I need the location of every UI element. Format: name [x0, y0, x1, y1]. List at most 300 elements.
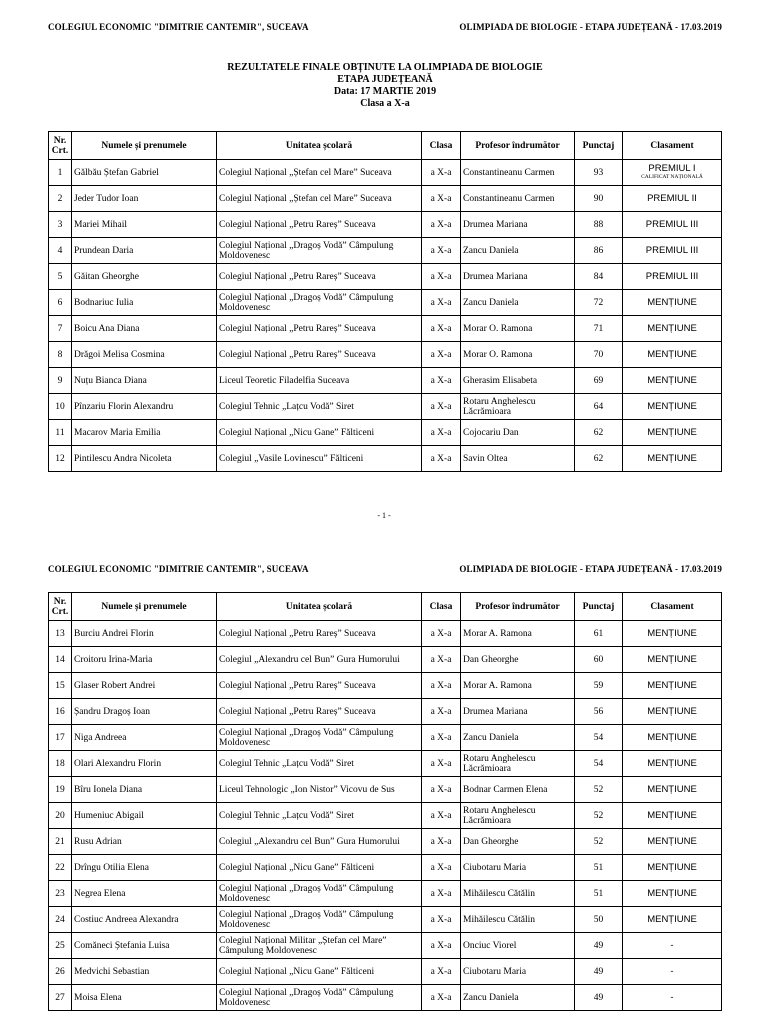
cell-name	[72, 777, 217, 803]
cell-name-text: Bîru Ionela Diana	[74, 784, 143, 795]
table-row	[49, 621, 722, 647]
cell-nr	[49, 264, 72, 290]
cell-school-text: Colegiul Național „Dragoș Vodă” Câmpulung Moldovenesc	[219, 240, 394, 261]
cell-class	[422, 368, 461, 394]
cell-name-text: Mariei Mihail	[74, 219, 128, 230]
cell-name	[72, 985, 217, 1011]
cell-name-text: Rusu Adrian	[74, 836, 122, 847]
cell-score-text: 51	[593, 888, 604, 899]
cell-name	[72, 881, 217, 907]
cell-name-text: Gălbău Ștefan Gabriel	[74, 167, 159, 178]
table-row	[49, 342, 722, 368]
cell-score	[575, 316, 623, 342]
col-header-nr: Nr. Crt.	[49, 593, 72, 621]
cell-nr-text: 22	[55, 862, 65, 873]
cell-nr	[49, 316, 72, 342]
cell-nr-text: 4	[57, 245, 63, 256]
cell-nr	[49, 725, 72, 751]
cell-name-text: Croitoru Irina-Maria	[74, 654, 153, 665]
cell-score-text: 86	[593, 245, 604, 256]
cell-class-text: a X-a	[430, 732, 452, 743]
cell-teacher-text: Drumea Mariana	[463, 706, 528, 717]
cell-rank-text: MENȚIUNE	[647, 452, 697, 464]
cell-nr	[49, 394, 72, 420]
cell-rank	[623, 186, 722, 212]
table-row	[49, 855, 722, 881]
cell-teacher-text: Morar A. Ramona	[463, 680, 532, 691]
cell-score	[575, 446, 623, 472]
cell-teacher	[461, 829, 575, 855]
cell-nr-text: 25	[55, 940, 65, 951]
cell-rank	[623, 420, 722, 446]
cell-class	[422, 647, 461, 673]
cell-school	[217, 394, 422, 420]
cell-rank	[623, 959, 722, 985]
cell-rank-text: MENȚIUNE	[647, 705, 697, 717]
cell-name	[72, 160, 217, 186]
cell-school-text: Colegiul Național „Petru Rareș” Suceava	[219, 219, 376, 230]
cell-school-text: Colegiul Național „Petru Rareș” Suceava	[219, 680, 376, 691]
cell-name-text: Macarov Maria Emilia	[74, 427, 161, 438]
cell-nr-text: 7	[57, 323, 63, 334]
cell-class-text: a X-a	[430, 427, 452, 438]
table-row	[49, 725, 722, 751]
cell-school-text: Colegiul Național „Nicu Gane” Fălticeni	[219, 427, 375, 438]
table-row	[49, 699, 722, 725]
cell-teacher-text: Zancu Daniela	[463, 992, 519, 1003]
cell-score	[575, 777, 623, 803]
cell-teacher	[461, 777, 575, 803]
cell-class	[422, 160, 461, 186]
col-header-name: Numele și prenumele	[72, 593, 217, 621]
table-row	[49, 907, 722, 933]
cell-class	[422, 907, 461, 933]
cell-teacher	[461, 803, 575, 829]
cell-class	[422, 933, 461, 959]
title-class: Clasa a X-a	[360, 98, 410, 109]
cell-nr	[49, 342, 72, 368]
cell-nr-text: 21	[55, 836, 65, 847]
cell-school-text: Colegiul Național Militar „Ștefan cel Mare” Câmpulung Moldovenesc	[219, 935, 387, 956]
cell-name-text: Glaser Robert Andrei	[74, 680, 156, 691]
cell-teacher	[461, 699, 575, 725]
col-header-score: Punctaj	[575, 132, 623, 160]
cell-name-text: Prundean Daria	[74, 245, 134, 256]
cell-name-text: Drîngu Otilia Elena	[74, 862, 149, 873]
cell-nr	[49, 290, 72, 316]
table-row	[49, 186, 722, 212]
cell-nr	[49, 829, 72, 855]
table-row	[49, 446, 722, 472]
cell-school-text: Liceul Tehnologic „Ion Nistor” Vicovu de Sus	[219, 784, 395, 795]
cell-score-text: 49	[593, 966, 604, 977]
cell-nr-text: 26	[55, 966, 65, 977]
cell-school-text: Colegiul „Vasile Lovinescu” Fălticeni	[219, 453, 364, 464]
cell-class	[422, 751, 461, 777]
cell-rank	[623, 699, 722, 725]
cell-name	[72, 290, 217, 316]
cell-school-text: Colegiul „Alexandru cel Bun” Gura Humorului	[219, 836, 400, 847]
cell-school-text: Colegiul Național „Dragoș Vodă” Câmpulung Moldovenesc	[219, 909, 394, 930]
table-row	[49, 959, 722, 985]
cell-teacher	[461, 647, 575, 673]
cell-score-text: 84	[593, 271, 604, 282]
cell-name	[72, 907, 217, 933]
cell-teacher	[461, 290, 575, 316]
cell-score	[575, 621, 623, 647]
cell-name-text: Costiuc Andreea Alexandra	[74, 914, 179, 925]
cell-name	[72, 751, 217, 777]
cell-class-text: a X-a	[430, 219, 452, 230]
cell-score	[575, 238, 623, 264]
cell-school	[217, 933, 422, 959]
col-header-score: Punctaj	[575, 593, 623, 621]
cell-rank	[623, 725, 722, 751]
cell-class-text: a X-a	[430, 862, 452, 873]
cell-school	[217, 699, 422, 725]
cell-rank-text: MENȚIUNE	[647, 861, 697, 873]
cell-rank-text: PREMIUL III	[645, 218, 699, 230]
cell-nr-text: 14	[55, 654, 65, 665]
cell-school	[217, 290, 422, 316]
cell-school-text: Colegiul Național „Petru Rareș” Suceava	[219, 271, 376, 282]
cell-school	[217, 777, 422, 803]
header-school: COLEGIUL ECONOMIC "DIMITRIE CANTEMIR", SUCEAVA	[48, 564, 309, 574]
cell-score	[575, 394, 623, 420]
cell-rank	[623, 907, 722, 933]
table-row	[49, 777, 722, 803]
cell-nr	[49, 699, 72, 725]
table-row	[49, 673, 722, 699]
table-row	[49, 264, 722, 290]
cell-rank	[623, 160, 722, 186]
cell-rank-text: PREMIUL III	[645, 270, 699, 282]
cell-teacher-text: Zancu Daniela	[463, 245, 519, 256]
cell-class-text: a X-a	[430, 654, 452, 665]
cell-school	[217, 673, 422, 699]
table-row	[49, 290, 722, 316]
cell-rank-text: PREMIUL II	[647, 192, 697, 204]
cell-teacher-text: Drumea Mariana	[463, 271, 528, 282]
cell-teacher	[461, 933, 575, 959]
cell-nr	[49, 212, 72, 238]
cell-school	[217, 368, 422, 394]
cell-score-text: 62	[593, 427, 604, 438]
cell-teacher	[461, 394, 575, 420]
cell-class	[422, 264, 461, 290]
cell-score	[575, 342, 623, 368]
cell-school-text: Colegiul Tehnic „Lațcu Vodă” Siret	[219, 758, 354, 769]
cell-nr-text: 5	[57, 271, 63, 282]
cell-nr	[49, 751, 72, 777]
cell-score-text: 64	[593, 401, 604, 412]
cell-teacher-text: Gherasim Elisabeta	[463, 375, 538, 386]
cell-rank-text: PREMIUL III	[645, 244, 699, 256]
cell-score-text: 71	[593, 323, 604, 334]
cell-class	[422, 394, 461, 420]
cell-score-text: 70	[593, 349, 604, 360]
cell-teacher-text: Rotaru Anghelescu Lăcrămioara	[463, 805, 536, 826]
cell-score-text: 49	[593, 992, 604, 1003]
cell-class	[422, 725, 461, 751]
cell-nr	[49, 238, 72, 264]
cell-rank	[623, 803, 722, 829]
cell-name	[72, 621, 217, 647]
cell-teacher	[461, 985, 575, 1011]
cell-score-text: 62	[593, 453, 604, 464]
cell-class-text: a X-a	[430, 706, 452, 717]
cell-rank-text: MENȚIUNE	[647, 913, 697, 925]
cell-name-text: Olari Alexandru Florin	[74, 758, 162, 769]
cell-nr-text: 27	[55, 992, 65, 1003]
cell-teacher	[461, 186, 575, 212]
rank-note: CALIFICAT NAȚIONALĂ	[641, 174, 703, 180]
cell-nr-text: 24	[55, 914, 65, 925]
cell-school-text: Colegiul Național „Petru Rareș” Suceava	[219, 628, 376, 639]
cell-rank	[623, 368, 722, 394]
table-row	[49, 933, 722, 959]
cell-nr	[49, 933, 72, 959]
cell-class-text: a X-a	[430, 758, 452, 769]
table-row	[49, 394, 722, 420]
cell-rank	[623, 777, 722, 803]
cell-class-text: a X-a	[430, 167, 452, 178]
cell-teacher	[461, 316, 575, 342]
cell-teacher-text: Mihăilescu Cătălin	[463, 914, 536, 925]
cell-name	[72, 699, 217, 725]
cell-teacher	[461, 212, 575, 238]
cell-class	[422, 420, 461, 446]
cell-nr-text: 9	[57, 375, 63, 386]
cell-teacher-text: Ciubotaru Maria	[463, 862, 527, 873]
cell-school-text: Colegiul Național „Dragoș Vodă” Câmpulung Moldovenesc	[219, 987, 394, 1008]
table-row	[49, 316, 722, 342]
cell-name-text: Medvichi Sebastian	[74, 966, 150, 977]
col-header-nr: Nr. Crt.	[49, 132, 72, 160]
cell-teacher-text: Mihăilescu Cătălin	[463, 888, 536, 899]
cell-nr-text: 11	[55, 427, 65, 438]
col-header-rank: Clasament	[623, 593, 722, 621]
cell-rank	[623, 316, 722, 342]
cell-teacher-text: Zancu Daniela	[463, 732, 519, 743]
cell-class-text: a X-a	[430, 453, 452, 464]
cell-score-text: 69	[593, 375, 604, 386]
cell-nr	[49, 368, 72, 394]
page-header-2	[48, 564, 722, 574]
cell-nr	[49, 855, 72, 881]
header-event: OLIMPIADA DE BIOLOGIE - ETAPA JUDEȚEANĂ - 17.03.2019	[459, 22, 722, 32]
cell-name	[72, 725, 217, 751]
results-body-page-1	[49, 160, 722, 472]
cell-class-text: a X-a	[430, 810, 452, 821]
cell-school	[217, 186, 422, 212]
cell-rank-text: MENȚIUNE	[647, 627, 697, 639]
cell-class-text: a X-a	[430, 297, 452, 308]
cell-school	[217, 160, 422, 186]
cell-nr	[49, 777, 72, 803]
table-row	[49, 985, 722, 1011]
cell-nr-text: 12	[55, 453, 65, 464]
cell-score	[575, 186, 623, 212]
cell-class-text: a X-a	[430, 940, 452, 951]
cell-score-text: 52	[593, 810, 604, 821]
cell-nr	[49, 907, 72, 933]
cell-class-text: a X-a	[430, 992, 452, 1003]
cell-class-text: a X-a	[430, 193, 452, 204]
cell-score-text: 90	[593, 193, 604, 204]
table-header-row	[49, 132, 722, 160]
cell-nr-text: 16	[55, 706, 65, 717]
cell-teacher-text: Morar A. Ramona	[463, 628, 532, 639]
cell-teacher-text: Rotaru Anghelescu Lăcrămioara	[463, 396, 536, 417]
cell-teacher-text: Zancu Daniela	[463, 297, 519, 308]
cell-rank-text: MENȚIUNE	[647, 400, 697, 412]
cell-teacher-text: Savin Oltea	[463, 453, 508, 464]
cell-class-text: a X-a	[430, 245, 452, 256]
cell-name	[72, 647, 217, 673]
cell-score-text: 60	[593, 654, 604, 665]
cell-nr-text: 1	[57, 167, 63, 178]
table-row	[49, 881, 722, 907]
cell-rank	[623, 342, 722, 368]
cell-teacher-text: Dan Gheorghe	[463, 836, 519, 847]
cell-rank-text: MENȚIUNE	[647, 348, 697, 360]
cell-score-text: 54	[593, 732, 604, 743]
cell-nr	[49, 446, 72, 472]
cell-score	[575, 212, 623, 238]
cell-school	[217, 959, 422, 985]
cell-score-text: 93	[593, 167, 604, 178]
cell-name	[72, 855, 217, 881]
cell-nr-text: 20	[55, 810, 65, 821]
cell-name-text: Boicu Ana Diana	[74, 323, 140, 334]
cell-teacher-text: Onciuc Viorel	[463, 940, 517, 951]
cell-nr-text: 18	[55, 758, 65, 769]
col-header-class: Clasa	[422, 593, 461, 621]
cell-class-text: a X-a	[430, 888, 452, 899]
cell-nr	[49, 959, 72, 985]
cell-school-text: Colegiul Tehnic „Lațcu Vodă” Siret	[219, 401, 354, 412]
cell-score	[575, 803, 623, 829]
col-header-teacher: Profesor îndrumător	[461, 593, 575, 621]
cell-rank	[623, 264, 722, 290]
cell-rank	[623, 855, 722, 881]
table-row	[49, 803, 722, 829]
cell-school	[217, 647, 422, 673]
cell-class	[422, 985, 461, 1011]
cell-school-text: Colegiul Național „Dragoș Vodă” Câmpulung Moldovenesc	[219, 883, 394, 904]
cell-score-text: 51	[593, 862, 604, 873]
cell-score-text: 52	[593, 836, 604, 847]
cell-score-text: 50	[593, 914, 604, 925]
cell-score-text: 61	[593, 628, 604, 639]
cell-rank	[623, 446, 722, 472]
col-header-name: Numele și prenumele	[72, 132, 217, 160]
cell-nr	[49, 160, 72, 186]
table-row	[49, 160, 722, 186]
cell-name	[72, 803, 217, 829]
cell-nr-text: 10	[55, 401, 65, 412]
cell-class	[422, 316, 461, 342]
cell-teacher	[461, 238, 575, 264]
cell-name	[72, 368, 217, 394]
cell-name	[72, 316, 217, 342]
cell-rank	[623, 394, 722, 420]
cell-teacher	[461, 342, 575, 368]
table-row	[49, 751, 722, 777]
cell-rank	[623, 290, 722, 316]
header-event: OLIMPIADA DE BIOLOGIE - ETAPA JUDEȚEANĂ - 17.03.2019	[459, 564, 722, 574]
cell-nr	[49, 647, 72, 673]
cell-teacher	[461, 673, 575, 699]
cell-rank-text: MENȚIUNE	[647, 653, 697, 665]
cell-name	[72, 342, 217, 368]
cell-school	[217, 985, 422, 1011]
col-header-rank: Clasament	[623, 132, 722, 160]
cell-school	[217, 342, 422, 368]
cell-rank	[623, 985, 722, 1011]
cell-school-text: Colegiul „Alexandru cel Bun” Gura Humorului	[219, 654, 400, 665]
cell-teacher	[461, 264, 575, 290]
cell-teacher-text: Constantineanu Carmen	[463, 167, 555, 178]
cell-nr-text: 23	[55, 888, 65, 899]
results-body-page-2	[49, 621, 722, 1011]
cell-rank	[623, 933, 722, 959]
cell-school	[217, 881, 422, 907]
cell-nr-text: 15	[55, 680, 65, 691]
cell-teacher-text: Bodnar Carmen Elena	[463, 784, 548, 795]
cell-teacher	[461, 881, 575, 907]
cell-rank-text: MENȚIUNE	[647, 887, 697, 899]
cell-rank	[623, 212, 722, 238]
cell-name	[72, 212, 217, 238]
cell-nr	[49, 673, 72, 699]
cell-school-text: Colegiul Național „Ștefan cel Mare” Suceava	[219, 193, 392, 204]
table-row	[49, 829, 722, 855]
col-header-school: Unitatea școlară	[217, 132, 422, 160]
cell-nr	[49, 985, 72, 1011]
cell-class-text: a X-a	[430, 323, 452, 334]
cell-name-text: Jeder Tudor Ioan	[74, 193, 139, 204]
table-row	[49, 368, 722, 394]
cell-class	[422, 855, 461, 881]
cell-school	[217, 446, 422, 472]
cell-class-text: a X-a	[430, 375, 452, 386]
cell-name	[72, 420, 217, 446]
cell-school-text: Colegiul Tehnic „Lațcu Vodă” Siret	[219, 810, 354, 821]
cell-nr	[49, 621, 72, 647]
cell-teacher	[461, 446, 575, 472]
cell-class-text: a X-a	[430, 271, 452, 282]
cell-score	[575, 985, 623, 1011]
cell-class	[422, 777, 461, 803]
cell-teacher-text: Rotaru Anghelescu Lăcrămioara	[463, 753, 536, 774]
cell-rank-text: MENȚIUNE	[647, 426, 697, 438]
cell-name-text: Moisa Elena	[74, 992, 122, 1003]
table-row	[49, 647, 722, 673]
cell-rank	[623, 751, 722, 777]
col-header-class: Clasa	[422, 132, 461, 160]
cell-school-text: Colegiul Național „Nicu Gane” Fălticeni	[219, 966, 375, 977]
cell-nr-text: 19	[55, 784, 65, 795]
cell-teacher	[461, 725, 575, 751]
table-header-row	[49, 593, 722, 621]
cell-nr-text: 2	[57, 193, 63, 204]
cell-teacher	[461, 160, 575, 186]
cell-school-text: Colegiul Național „Petru Rareș” Suceava	[219, 706, 376, 717]
cell-score	[575, 959, 623, 985]
cell-teacher-text: Morar O. Ramona	[463, 323, 533, 334]
